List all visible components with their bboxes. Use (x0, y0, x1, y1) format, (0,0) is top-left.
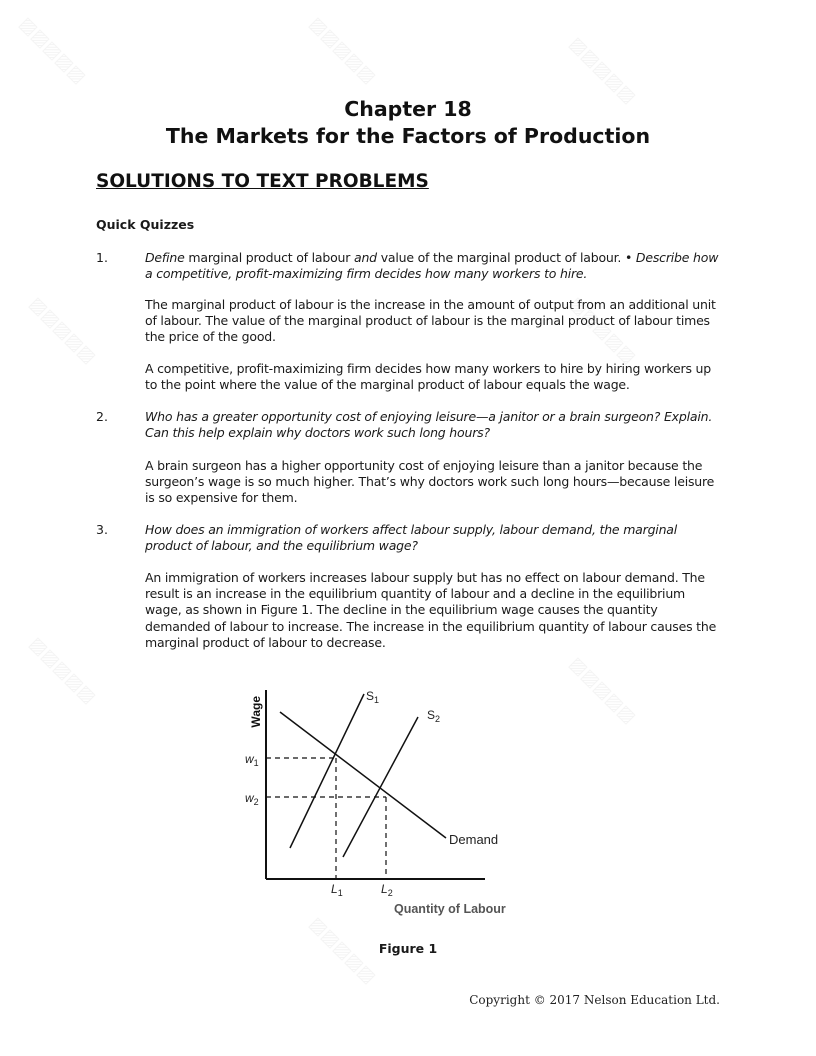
w1-subscript: 1 (253, 758, 259, 768)
question-text: How does an immigration of workers affect labour supply, labour demand, the marginal product of labour, and the equilibrium wage? (145, 522, 678, 554)
question-number: 2. (96, 409, 108, 424)
w2-subscript: 2 (253, 797, 259, 807)
s1-subscript: 1 (374, 695, 380, 705)
labour-market-diagram (230, 672, 550, 922)
watermark-mark: ▨▨▨▨▨ (565, 33, 641, 108)
answer-paragraph: A competitive, profit-maximizing firm decides how many workers to hire by hiring workers up to the point where the value of the marginal product of labour equals the wage. (145, 361, 711, 393)
w1-letter: w (245, 752, 254, 766)
l2-letter: L (381, 882, 388, 896)
w1-label (245, 752, 259, 768)
answer-paragraph: The marginal product of labour is the increase in the amount of output from an additional unit of labour. The value of the marginal product of labour is the marginal product of labour times the price of the good. (145, 297, 716, 345)
watermark-mark: ▨▨▨▨▨ (25, 293, 101, 368)
question-part: marginal product of labour (184, 250, 354, 265)
question-number: 3. (96, 522, 108, 537)
supply-curve-s1 (290, 694, 364, 848)
s1-label (366, 689, 379, 705)
watermark-mark: ▨▨▨▨▨ (305, 13, 381, 88)
w2-letter: w (245, 791, 254, 805)
w2-label (245, 791, 259, 807)
chapter-title: The Markets for the Factors of Production (165, 124, 651, 148)
supply-curve-s2 (343, 717, 418, 857)
l2-subscript: 2 (387, 888, 393, 898)
s2-letter: S (427, 708, 436, 722)
question-part: Define (145, 250, 185, 265)
question-part: and (354, 250, 377, 265)
demand-label: Demand (449, 832, 499, 847)
s2-subscript: 2 (435, 714, 441, 724)
answer-paragraph: A brain surgeon has a higher opportunity cost of enjoying leisure than a janitor because the surgeon’s wage is so much higher. That’s why doctors work such long hours—because leisure is so expensive for them. (145, 458, 715, 506)
quick-quizzes-heading: Quick Quizzes (96, 217, 195, 232)
question-text (145, 250, 725, 282)
chapter-number: Chapter 18 (344, 97, 472, 121)
question-part: value of the marginal product of labour. (376, 250, 625, 265)
answer-paragraph: An immigration of workers increases labour supply but has no effect on labour demand. The result is an increase in the equilibrium quantity of labour and a decline in the equilibrium wage, as shown in Figure 1. The decline in the equilibrium wage causes the quantity demanded of labour to increase. The increase in the equilibrium quantity of labour causes the marginal product of labour to decrease. (145, 570, 717, 650)
s1-letter: S (366, 689, 375, 703)
y-axis-label: Wage (249, 696, 263, 728)
question-part: • Describe how a competitive, profit-maximizing firm decides how many workers to hire. (145, 250, 719, 282)
watermark-mark: ▨▨▨▨▨ (25, 633, 101, 708)
l2-label (381, 882, 393, 898)
x-axis-label: Quantity of Labour (394, 902, 506, 916)
watermark-mark: ▨▨▨▨▨ (305, 913, 381, 988)
s2-label (427, 708, 440, 724)
section-heading: SOLUTIONS TO TEXT PROBLEMS (96, 171, 429, 192)
copyright-notice: Copyright © 2017 Nelson Education Ltd. (469, 993, 720, 1007)
question-number: 1. (96, 250, 108, 265)
l1-label (331, 882, 343, 898)
question-text: Who has a greater opportunity cost of enjoying leisure—a janitor or a brain surgeon? Explain. Can this help explain why doctors work such long hours? (145, 409, 713, 441)
watermark-mark: ▨▨▨▨▨ (565, 293, 641, 368)
watermark-mark: ▨▨▨▨▨ (15, 13, 91, 88)
labour-market-figure (230, 672, 550, 922)
watermark-mark: ▨▨▨▨▨ (565, 653, 641, 728)
l1-letter: L (331, 882, 338, 896)
figure-caption: Figure 1 (378, 941, 438, 956)
l1-subscript: 1 (337, 888, 343, 898)
